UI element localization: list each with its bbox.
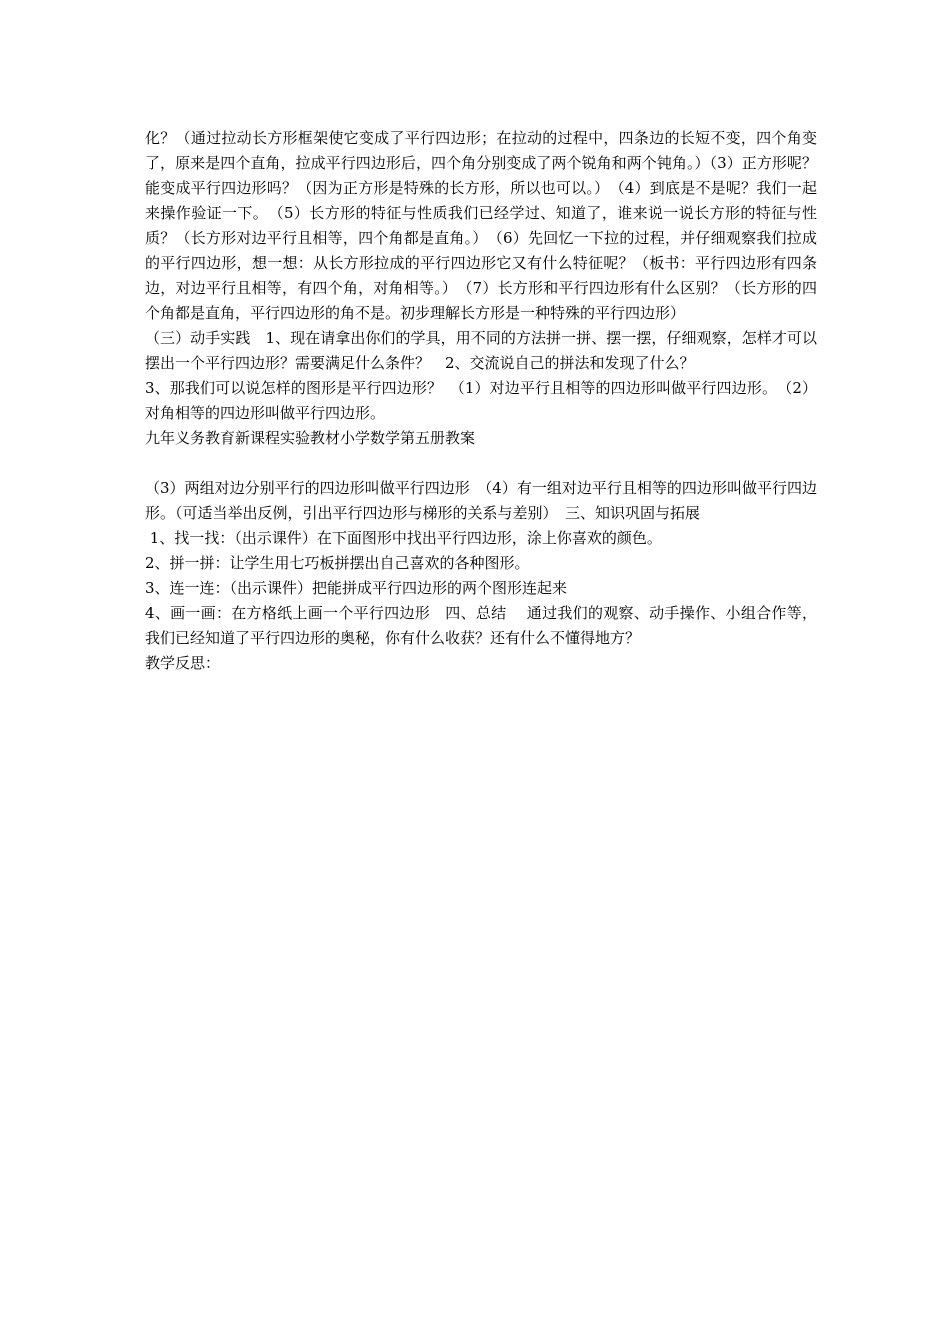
paragraph-definition-question: 3、那我们可以说怎样的图形是平行四边形？ （1）对边平行且相等的四边形叫做平行四边形。 （2）对角相等的四边形叫做平行四边形。: [145, 379, 817, 422]
paragraph-running-header: 九年义务教育新课程实验教材小学数学第五册教案: [145, 429, 476, 447]
paragraph-draw-and-summary: 4、画一画：在方格纸上画一个平行四边形 四、总结 通过我们的观察、动手操作、小组合作等，我们已经知道了平行四边形的奥秘，你有什么收获？还有什么不懂得地方？: [145, 604, 817, 647]
paragraph-find-activity: 1、找一找：（出示课件）在下面图形中找出平行四边形，涂上你喜欢的颜色。: [145, 529, 662, 547]
paragraph-lesson-discussion: 化？（通过拉动长方形框架使它变成了平行四边形；在拉动的过程中，四条边的长短不变，四个角变了，原来是四个直角，拉成平行四边形后，四个角分别变成了两个锐角和两个钝角。）（3）正方形呢？能变成平行四边形吗？（因为正方形是特殊的长方形，所以也可以。） （4）到底是不是呢？我们一起来操作验证一下。 （5）长方形的特征与性质我们已经学过、知道了，谁来说一说长方形的特征与性质？（长方形对边平行且相等，四个角都是直角。） （6）先回忆一下拉的过程，并仔细观察我们拉成的平行四边形，想一想：从长方形拉成的平行四边形它又有什么特征呢？（板书：平行四边形有四条边，对边平行且相等，有四个角，对角相等。） （7）长方形和平行四边形有什么区别？（长方形的四个角都是直角，平行四边形的角不是。初步理解长方形是一种特殊的平行四边形）: [145, 129, 817, 322]
paragraph-hands-on-practice: （三）动手实践 1、现在请拿出你们的学具，用不同的方法拼一拼、摆一摆，仔细观察，怎样才可以摆出一个平行四边形？需要满足什么条件？ 2、交流说自己的拼法和发现了什么？: [145, 329, 817, 372]
document-body: [145, 126, 817, 676]
paragraph-teaching-reflection: 教学反思：: [145, 654, 221, 672]
paragraph-tangram-activity: 2、拼一拼：让学生用七巧板拼摆出自己喜欢的各种图形。: [145, 554, 530, 572]
paragraph-definitions-continued: （3）两组对边分别平行的四边形叫做平行四边形 （4）有一组对边平行且相等的四边形叫做平行四边形。（可适当举出反例，引出平行四边形与梯形的关系与差别） 三、知识巩固与拓展: [145, 479, 817, 522]
paragraph-connect-activity: 3、连一连：（出示课件）把能拼成平行四边形的两个图形连起来: [145, 579, 568, 597]
blank-line: [145, 451, 817, 476]
